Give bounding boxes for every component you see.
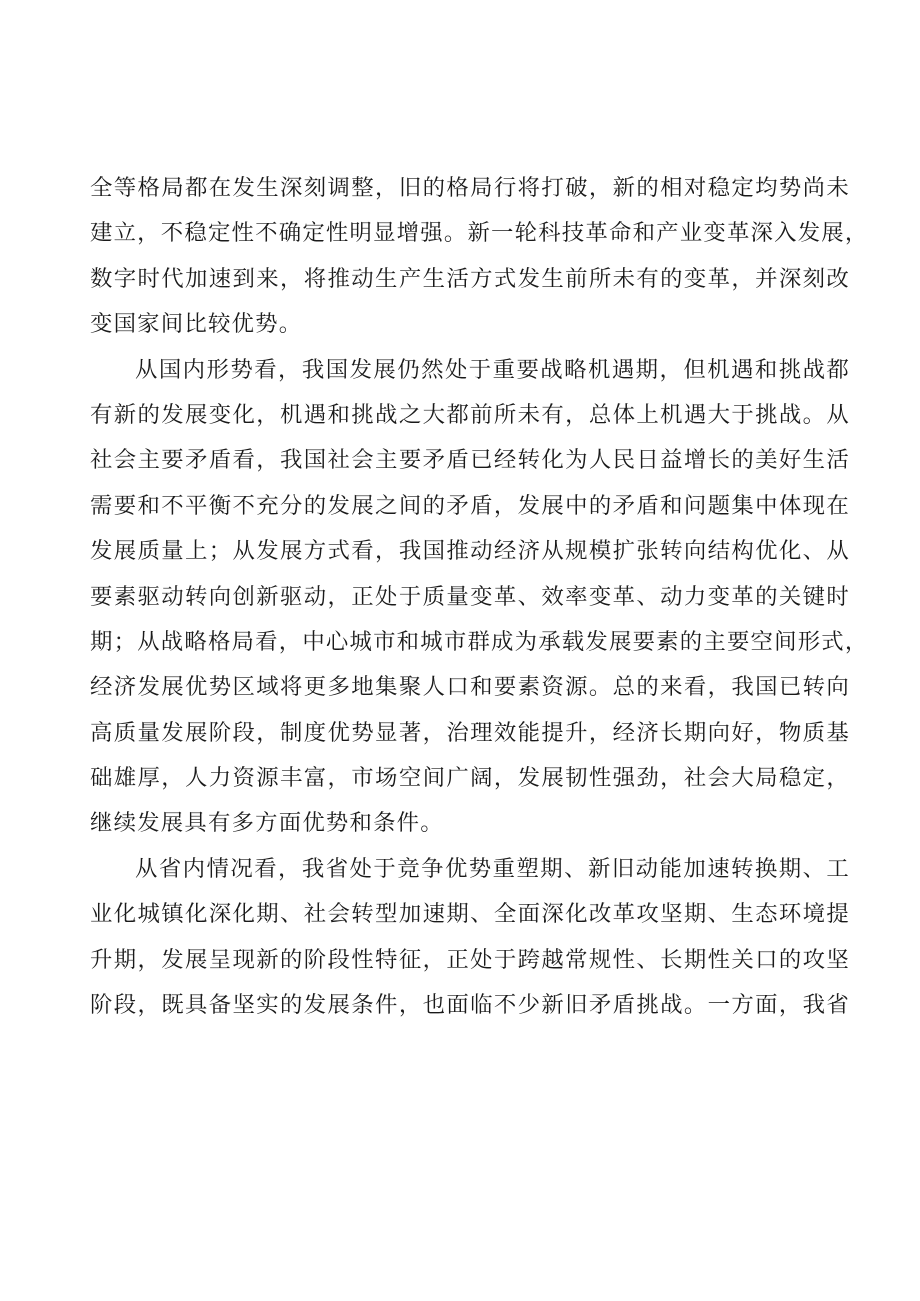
paragraph-1 <box>90 166 869 348</box>
document-body <box>90 166 869 1028</box>
text-line: 全等格局都在发生深刻调整，旧的格局行将打破，新的相对稳定均势尚未 <box>90 175 850 201</box>
text-line: 高质量发展阶段，制度优势显著，治理效能提升，经济长期向好，物质基 <box>90 719 850 746</box>
text-line: 需要和不平衡不充分的发展之间的矛盾，发展中的矛盾和问题集中体现在 <box>90 492 850 519</box>
paragraph-3 <box>90 847 850 1029</box>
text-line: 社会主要矛盾看，我国社会主要矛盾已经转化为人民日益增长的美好生活 <box>90 447 850 474</box>
text-line: 础雄厚，人力资源丰富，市场空间广阔，发展韧性强劲，社会大局稳定， <box>90 765 850 792</box>
text-line: 发展质量上；从发展方式看，我国推动经济从规模扩张转向结构优化、从 <box>90 538 850 565</box>
text-line: 业化城镇化深化期、社会转型加速期、全面深化改革攻坚期、生态环境提 <box>90 901 850 928</box>
text-line: 继续发展具有多方面优势和条件。 <box>90 810 444 837</box>
text-line: 升期，发展呈现新的阶段性特征，正处于跨越常规性、长期性关口的攻坚 <box>90 946 850 973</box>
text-line: 从省内情况看，我省处于竞争优势重塑期、新旧动能加速转换期、工 <box>135 855 850 882</box>
text-line: 要素驱动转向创新驱动，正处于质量变革、效率变革、动力变革的关键时 <box>90 583 850 610</box>
text-line: 数字时代加速到来，将推动生产生活方式发生前所未有的变革，并深刻改 <box>90 265 850 292</box>
paragraph-2 <box>90 348 869 847</box>
text-line: 建立，不稳定性不确定性明显增强。新一轮科技革命和产业变革深入发展， <box>90 220 869 247</box>
text-line: 期；从战略格局看，中心城市和城市群成为承载发展要素的主要空间形式， <box>90 628 869 655</box>
text-line: 阶段，既具备坚实的发展条件，也面临不少新旧矛盾挑战。一方面，我省 <box>90 992 850 1019</box>
text-line: 经济发展优势区域将更多地集聚人口和要素资源。总的来看，我国已转向 <box>90 674 850 701</box>
text-line: 有新的发展变化，机遇和挑战之大都前所未有，总体上机遇大于挑战。从 <box>90 401 850 428</box>
text-line: 变国家间比较优势。 <box>90 311 303 338</box>
text-line: 从国内形势看，我国发展仍然处于重要战略机遇期，但机遇和挑战都 <box>135 356 850 383</box>
